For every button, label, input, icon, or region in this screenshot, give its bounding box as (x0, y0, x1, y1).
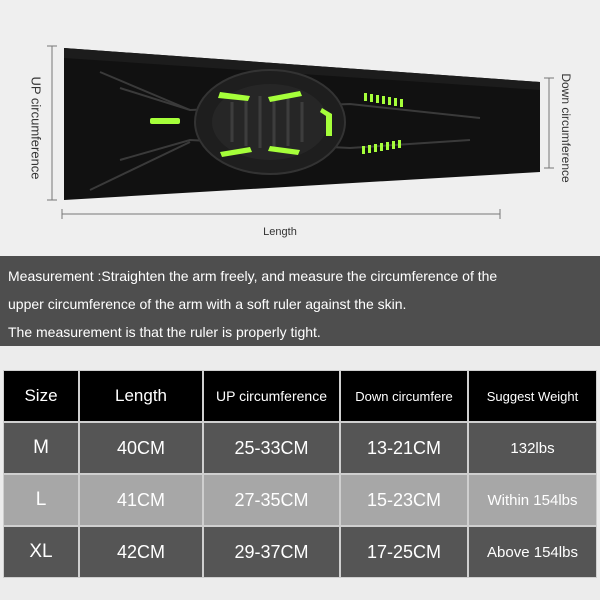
table-header-row (3, 370, 597, 422)
cell-down-circumference: 15-23CM (340, 474, 468, 526)
down-circumference-label: Down circumference (559, 73, 573, 183)
cell-up-circumference: 29-37CM (203, 526, 340, 578)
cell-down-circumference: 17-25CM (340, 526, 468, 578)
cell-weight: Above 154lbs (468, 526, 597, 578)
header-up-circumference: UP circumference (203, 370, 340, 422)
length-label: Length (263, 226, 297, 238)
header-down-circumference: Down circumfere (340, 370, 468, 422)
table-row (3, 422, 597, 474)
cell-size: M (3, 422, 79, 474)
cell-size: L (3, 474, 79, 526)
table-row (3, 474, 597, 526)
cell-length: 40CM (79, 422, 203, 474)
cell-up-circumference: 25-33CM (203, 422, 340, 474)
cell-weight: Within 154lbs (468, 474, 597, 526)
instruction-line: upper circumference of the arm with a soft ruler against the skin. (8, 296, 407, 312)
cell-down-circumference: 13-21CM (340, 422, 468, 474)
instruction-line: The measurement is that the ruler is properly tight. (8, 324, 321, 340)
instruction-line: Measurement :Straighten the arm freely, and measure the circumference of the (8, 268, 498, 284)
up-circumference-label: UP circumference (28, 76, 44, 180)
product-diagram (0, 0, 600, 256)
arm-sleeve-image (0, 0, 600, 256)
cell-length: 41CM (79, 474, 203, 526)
cell-up-circumference: 27-35CM (203, 474, 340, 526)
table-row (3, 526, 597, 578)
header-length: Length (79, 370, 203, 422)
header-suggest-weight: Suggest Weight (468, 370, 597, 422)
header-size: Size (3, 370, 79, 422)
measurement-instructions (0, 256, 600, 346)
cell-weight: 132lbs (468, 422, 597, 474)
size-chart (3, 370, 597, 570)
cell-length: 42CM (79, 526, 203, 578)
cell-size: XL (3, 526, 79, 578)
size-table (3, 370, 597, 578)
